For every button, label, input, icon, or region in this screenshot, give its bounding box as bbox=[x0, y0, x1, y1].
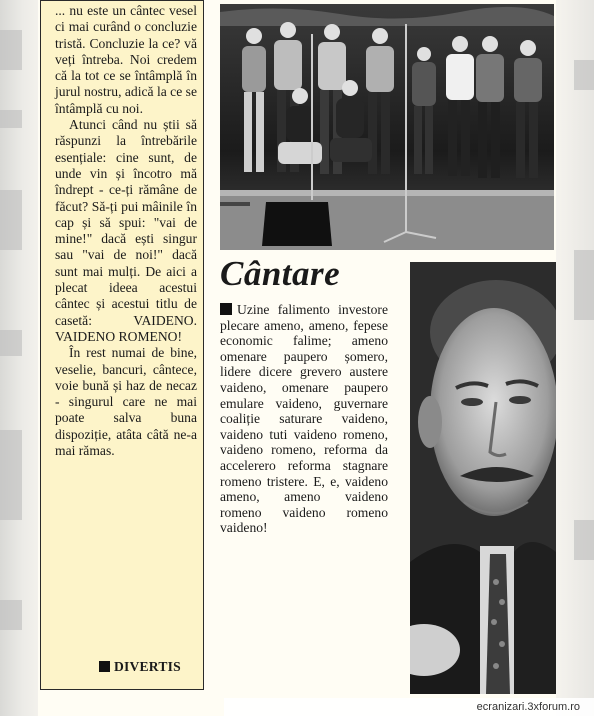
editorial-text bbox=[55, 3, 197, 459]
band-photo bbox=[220, 4, 554, 250]
right-scan-edge bbox=[556, 0, 594, 716]
portrait-image bbox=[410, 262, 556, 694]
paragraph-1: ... nu este un cântec vesel ci mai curând o concluzie tristă. Concluzie la ce? vă veți întreba. Noi credem că la tot ce se întâmplă în jurul nostru, adică la ce se întâmplă cu noi. bbox=[55, 3, 197, 116]
left-scan-edge bbox=[0, 0, 38, 716]
portrait-photo bbox=[410, 262, 556, 694]
signature bbox=[99, 659, 181, 675]
signature-text: DIVERTIS bbox=[114, 659, 181, 674]
newspaper-page bbox=[38, 0, 556, 716]
paragraph-2: Atunci când nu știi să răspunzi la întrebările esențiale: cine sunt, de unde vin și încotro mă îndrept - ce-ți rămâne de făcut? Să-ți pui mâinile în cap și să spui: "vai de mine!" dacă ești singur sau "vai de noi!" dacă sunt mai mulți. De aici a plecat ideea acestui cântec și acestui titlu de casetă: VAIDENO. VAIDENO ROMENO! bbox=[55, 117, 197, 344]
lyrics-body: Uzine falimento investore plecare ameno, ameno, fepese economic falime; ameno omenare paupero șomero, lidere dicere grevero austere vaideno, omenare paupero emulare vaideno, guvernare coaliție saturare vaideno, vaideno tuti vaideno romeno, vaideno romeno, reforma da accelerero reforma stagnare romeno tristere. E, e, vaideno ameno, ameno vaideno romeno vaideno romeno vaideno! bbox=[220, 302, 388, 536]
article-title: Cântare bbox=[220, 254, 341, 293]
square-bullet-icon bbox=[99, 661, 110, 672]
square-bullet-icon bbox=[220, 303, 232, 315]
band-photo-image bbox=[220, 4, 554, 250]
lyrics-text bbox=[220, 302, 388, 536]
paragraph-3: În rest numai de bine, veselie, bancuri, cântece, voie bună și haz de necaz - singurul care ne mai poate salva buna dispoziție, atâta câtă ne-a mai rămas. bbox=[55, 345, 197, 459]
site-watermark: ecranizari.3xforum.ro bbox=[224, 698, 594, 716]
editorial-column bbox=[40, 0, 204, 690]
